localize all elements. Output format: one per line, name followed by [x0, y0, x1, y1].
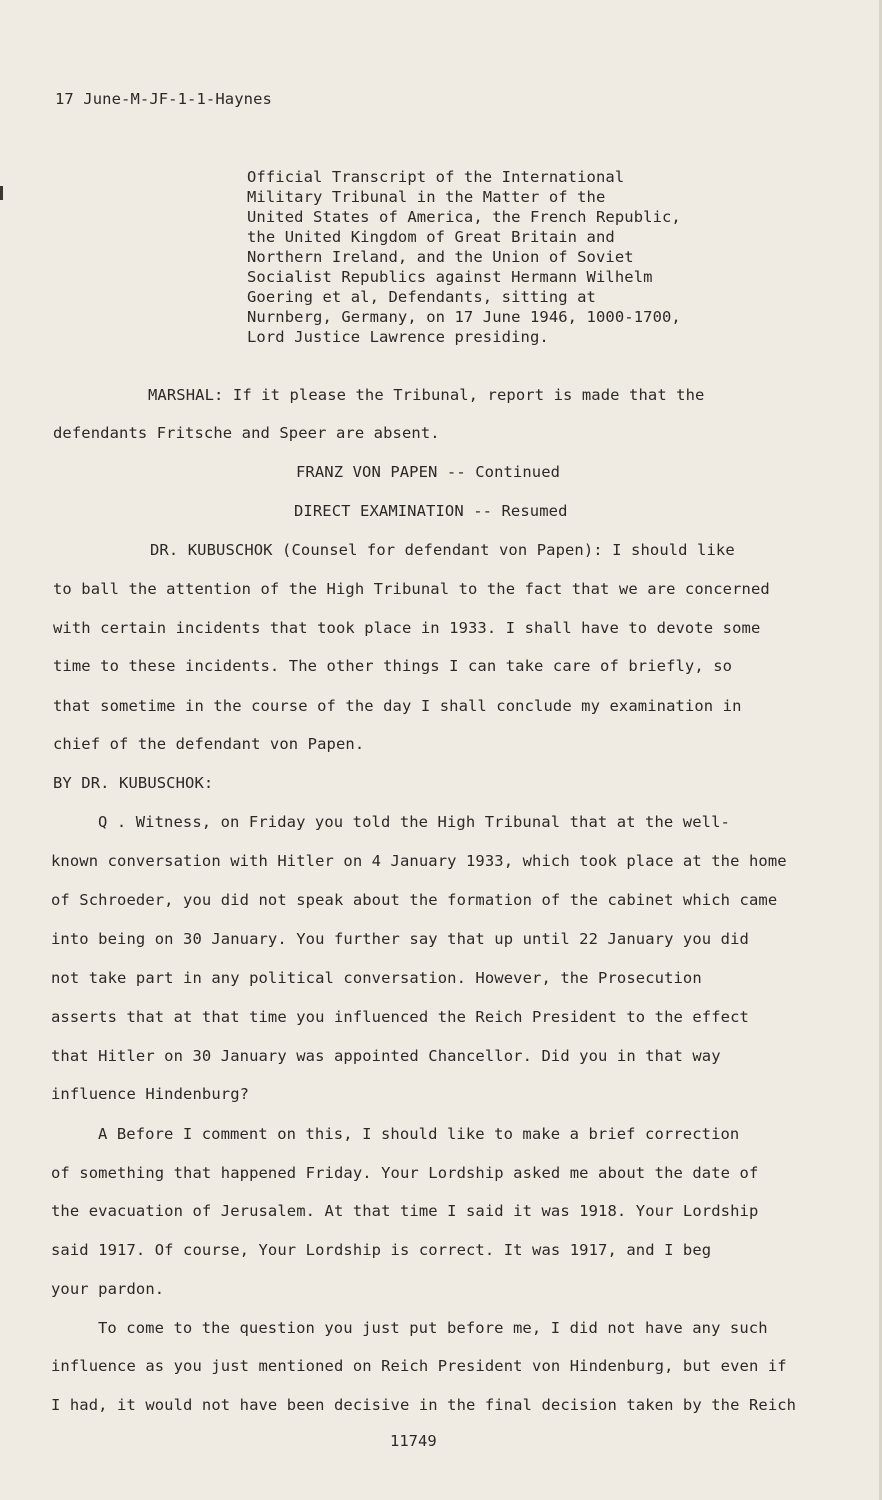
- body-line: chief of the defendant von Papen.: [53, 735, 365, 753]
- body-line: not take part in any political conversation. However, the Prosecution: [51, 969, 702, 987]
- body-line: with certain incidents that took place in 1933. I shall have to devote some: [53, 619, 761, 637]
- heading-line: Military Tribunal in the Matter of the: [247, 188, 606, 206]
- question-line: Q . Witness, on Friday you told the High Tribunal that at the well-: [98, 813, 730, 831]
- speaker-line: MARSHAL: If it please the Tribunal, report is made that the: [148, 386, 705, 404]
- body-line: time to these incidents. The other things I can take care of briefly, so: [53, 657, 733, 675]
- body-line: defendants Fritsche and Speer are absent.: [53, 424, 440, 442]
- body-line: To come to the question you just put before me, I did not have any such: [98, 1319, 768, 1337]
- heading-line: United States of America, the French Republic,: [247, 208, 681, 226]
- answer-line: A Before I comment on this, I should like to make a brief correction: [98, 1125, 740, 1143]
- speaker-line: DR. KUBUSCHOK (Counsel for defendant von Papen): I should like: [150, 541, 735, 559]
- section-title: FRANZ VON PAPEN -- Continued: [296, 463, 561, 481]
- body-line: that sometime in the course of the day I shall conclude my examination in: [53, 697, 742, 715]
- margin-mark: [0, 186, 3, 200]
- heading-line: Nurnberg, Germany, on 17 June 1946, 1000-1700,: [247, 308, 681, 326]
- heading-line: Goering et al, Defendants, sitting at: [247, 288, 596, 306]
- body-line: into being on 30 January. You further say that up until 22 January you did: [51, 930, 749, 948]
- body-line: said 1917. Of course, Your Lordship is correct. It was 1917, and I beg: [51, 1241, 712, 1259]
- body-line: influence as you just mentioned on Reich President von Hindenburg, but even if: [51, 1357, 787, 1375]
- body-line: that Hitler on 30 January was appointed Chancellor. Did you in that way: [51, 1047, 721, 1065]
- heading-line: Official Transcript of the International: [247, 168, 625, 186]
- body-line: to ball the attention of the High Tribunal to the fact that we are concerned: [53, 580, 770, 598]
- page-number: 11749: [390, 1432, 437, 1450]
- section-title: DIRECT EXAMINATION -- Resumed: [294, 502, 568, 520]
- body-line: of Schroeder, you did not speak about the formation of the cabinet which came: [51, 891, 778, 909]
- body-line: asserts that at that time you influenced the Reich President to the effect: [51, 1008, 749, 1026]
- body-line: influence Hindenburg?: [51, 1085, 250, 1103]
- document-id: 17 June-M-JF-1-1-Haynes: [55, 90, 272, 108]
- body-line: the evacuation of Jerusalem. At that time I said it was 1918. Your Lordship: [51, 1202, 759, 1220]
- body-line: I had, it would not have been decisive in the final decision taken by the Reich: [51, 1396, 797, 1414]
- body-line: of something that happened Friday. Your Lordship asked me about the date of: [51, 1164, 759, 1182]
- examiner-heading: BY DR. KUBUSCHOK:: [53, 774, 214, 792]
- heading-line: the United Kingdom of Great Britain and: [247, 228, 615, 246]
- body-line: known conversation with Hitler on 4 January 1933, which took place at the home: [51, 852, 787, 870]
- heading-line: Lord Justice Lawrence presiding.: [247, 328, 549, 346]
- heading-line: Socialist Republics against Hermann Wilhelm: [247, 268, 653, 286]
- body-line: your pardon.: [51, 1280, 165, 1298]
- heading-line: Northern Ireland, and the Union of Soviet: [247, 248, 634, 266]
